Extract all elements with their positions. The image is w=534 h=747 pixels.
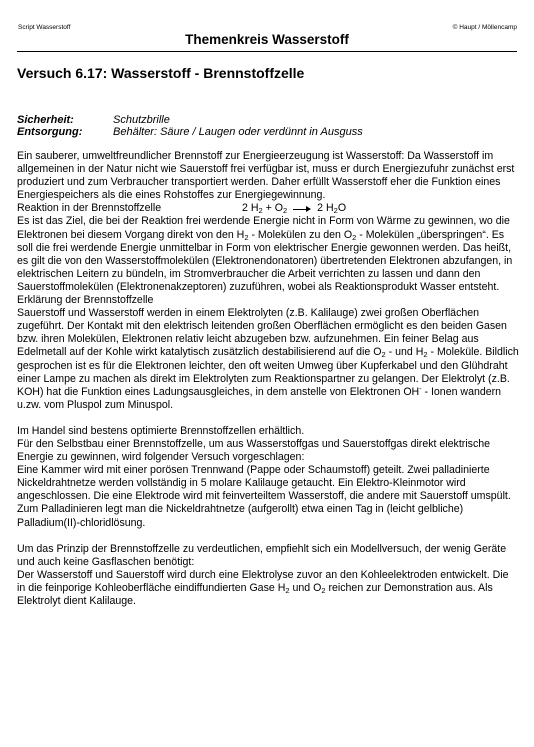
paragraph-selfbuild: Für den Selbstbau einer Brennstoffzelle, um aus Wasserstoffgas und Sauerstoffgas direkt elektrische Energie zu gewinnen, wird folgender Versuch vorgeschlagen: bbox=[17, 437, 491, 464]
reaction-equation: 2 $H_2 + O_2$ 2 $H_2O$ bbox=[242, 202, 347, 216]
disposal-value: Behälter: Säure / Laugen oder verdünnt in Ausguss bbox=[113, 126, 363, 138]
reaction-label: Reaktion in der Brennstoffzelle bbox=[17, 202, 162, 215]
header-divider bbox=[17, 51, 517, 52]
document-body bbox=[17, 150, 519, 608]
paragraph-intro: Ein sauberer, umweltfreundlicher Brennstoff zur Energieerzeugung ist Wasserstoff: Da Wasserstoff im allgemeinen in der Natur nicht wie Sauerstoff frei verfügbar ist, muss er durch Energiezufuhr zunächst erst produziert und zum Verbraucher transportiert werden. Daher erfüllt Wasserstoff eher die Funktion eines Energiespeichers als die eines Rohstoffes zur Energiegewinnung. bbox=[17, 150, 515, 202]
experiment-title: Versuch 6.17: Wasserstoff - Brennstoffzelle bbox=[17, 65, 305, 81]
explanation-heading: Erklärung der Brennstoffzelle bbox=[17, 294, 154, 307]
paragraph-goal: Es ist das Ziel, die bei der Reaktion frei werdende Energie nicht in Form von Wärme zu gewinnen, wo die Elektronen bei diesem Vorgang direkt von den $H_2$ - Molekülen zu den $O_2$ - Molekülen „überspringen“. Es soll die frei werdende Energie unmittelbar in Form von elektrischer Energie gewonnen werden. Das heißt, es gilt die von den Wasserstoffmolekülen (Elektronendonatoren) übertretenden Elektronen abzufangen, in elektrischen Leitern zu bündeln, im Stromverbraucher die Arbeit verrichten zu lassen und dann den Sauerstoffmolekülen (Elektronenakzeptoren) zuzuführen, wobei als Reaktionsprodukt Wasser entsteht. bbox=[17, 215, 513, 293]
safety-label: Sicherheit: bbox=[17, 114, 74, 126]
paragraph-explanation: Sauerstoff und Wasserstoff werden in einem Elektrolyten (z.B. Kalilauge) zwei großen Oberflächen zugeführt. Der Kontakt mit den elektrisch leitenden großen Oberflächen ermöglicht es den beiden Gasen bzw. ihren Molekülen, Elektronen relativ leicht abzugeben bzw. aufzunehmen. Ein feiner Belag aus Edelmetall auf der Kohle wirkt katalytisch zusätzlich destabilisierend auf die $O_2$ - und $H_2$ - Moleküle. Bildlich gesprochen ist es für die Elektronen leichter, den oft weiten Umweg über Kupferkabel und den Glühdraht einer Lampe zu machen als direkt im Elektrolyten zum Reaktionspartner zu gelangen. Der Elektrolyt (z.B. KOH) hat die Funktion eines Ladungsausgleiches, in dem anstelle von Elektronen OH- - Ionen wandern u.zw. vom Pluspol zum Minuspol. bbox=[17, 307, 519, 411]
paragraph-model: Um das Prinzip der Brennstoffzelle zu verdeutlichen, empfiehlt sich ein Modellversuch, der wenig Geräte und auch keine Gasflaschen benötigt: bbox=[17, 542, 507, 568]
paragraph-electrolysis: Der Wasserstoff und Sauerstoff wird durch eine Elektrolyse zuvor an den Kohleelektroden entwickelt. Die in die feinporige Kohleoberfläche eindiffundierten Gase $H_2$ und $O_2$ reichen zur Demonstration aus. Als Elektrolyt dient Kalilauge. bbox=[17, 568, 509, 607]
reaction-line bbox=[17, 202, 519, 215]
paragraph-commercial: Im Handel sind bestens optimierte Brennstoffzellen erhältlich. bbox=[17, 424, 305, 437]
header-left: Script Wasserstoff bbox=[18, 24, 71, 31]
disposal-label: Entsorgung: bbox=[17, 126, 83, 138]
header-right: © Haupt / Möllencamp bbox=[452, 24, 517, 31]
safety-block bbox=[17, 114, 363, 138]
safety-value: Schutzbrille bbox=[113, 114, 170, 126]
paragraph-setup: Eine Kammer wird mit einer porösen Trennwand (Pappe oder Schaumstoff) geteilt. Zwei palladinierte Nickeldrahtnetze werden vollständig in 5 molare Kalilauge getaucht. Ein Elektro-Kleinmotor wird angeschlossen. Die eine Elektrode wird mit feinverteiltem Wasserstoff, die andere mit Sauerstoff umspült. Zum Palladinieren legt man die Nickeldrahtnetze (aufgerollt) etwa einen Tag in (leicht gelbliche) Palladium(II)-chloridlösung. bbox=[17, 464, 511, 529]
header-title: Themenkreis Wasserstoff bbox=[185, 32, 349, 47]
